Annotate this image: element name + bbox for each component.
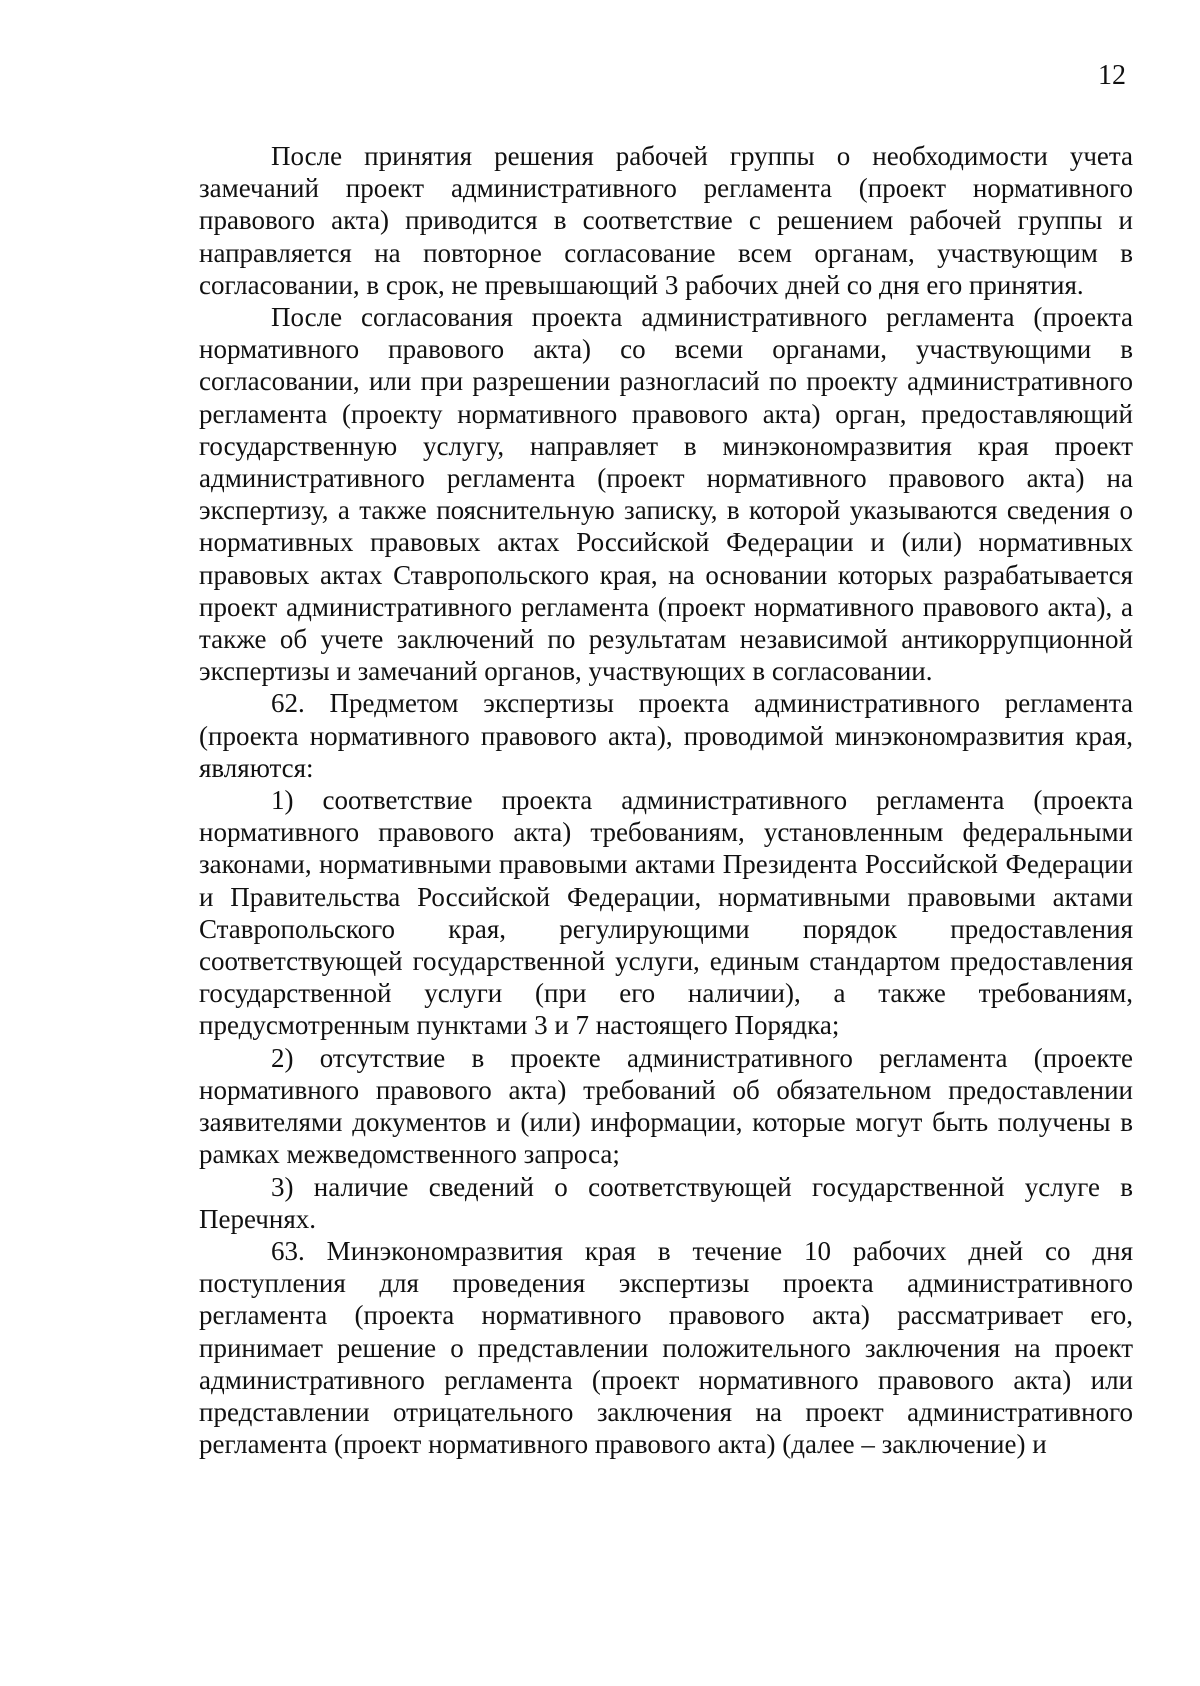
paragraph-approval-working-group: После принятия решения рабочей группы о необходимости учета замечаний проект административного регламента (проект нормативного правового акта) приводится в соответствие с решением рабочей группы и направляется на повторное согласование всем органам, участвующим в согласовании, в срок, не превышающий 3 рабочих дней со дня его принятия. (199, 141, 1133, 300)
paragraph-item-2-no-required-documents: 2) отсутствие в проекте административного регламента (проекте нормативного правового акта) требований об обязательном предоставлении заявителями документов и (или) информации, которые могут быть получены в рамках межведомственного запроса; (199, 1042, 1133, 1170)
paragraph-submission-for-expertise: После согласования проекта административного регламента (проекта нормативного правового акта) со всеми органами, участвующими в согласовании, или при разрешении разногласий по проекту административного регламента (проекту нормативного правового акта) орган, предоставляющий государственную услугу, направляет в минэкономразвития края проект административного регламента (проект нормативного правового акта) на экспертизу, а также пояснительную записку, в которой указываются сведения о нормативных правовых актах Российской Федерации и (или) нормативных правовых актах Ставропольского края, на основании которых разрабатывается проект административного регламента (проект нормативного правового акта), а также об учете заключений по результатам независимой антикоррупционной экспертизы и замечаний органов, участвующих в согласовании. (199, 302, 1133, 687)
paragraph-item-1-compliance: 1) соответствие проекта административного регламента (проекта нормативного правового акта) требованиям, установленным федеральными законами, нормативными правовыми актами Президента Российской Федерации и Правительства Российской Федерации, нормативными правовыми актами Ставропольского края, регулирующими порядок предоставления соответствующей государственной услуги, единым стандартом предоставления государственной услуги (при его наличии), а также требованиям, предусмотренным пунктами 3 и 7 настоящего Порядка; (199, 785, 1133, 1041)
document-body (199, 140, 1133, 1460)
page-number: 12 (1098, 60, 1126, 91)
paragraph-62-expertise-subject: 62. Предметом экспертизы проекта административного регламента (проекта нормативного правового акта), проводимой минэкономразвития края, являются: (199, 688, 1133, 783)
paragraph-63-review-timeline: 63. Минэкономразвития края в течение 10 рабочих дней со дня поступления для проведения экспертизы проекта административного регламента (проекта нормативного правового акта) рассматривает его, принимает решение о представлении положительного заключения на проект административного регламента (проект нормативного правового акта) или представлении отрицательного заключения на проект административного регламента (проект нормативного правового акта) (далее – заключение) и (199, 1235, 1133, 1460)
paragraph-item-3-service-in-lists: 3) наличие сведений о соответствующей государственной услуге в Перечнях. (199, 1171, 1133, 1234)
